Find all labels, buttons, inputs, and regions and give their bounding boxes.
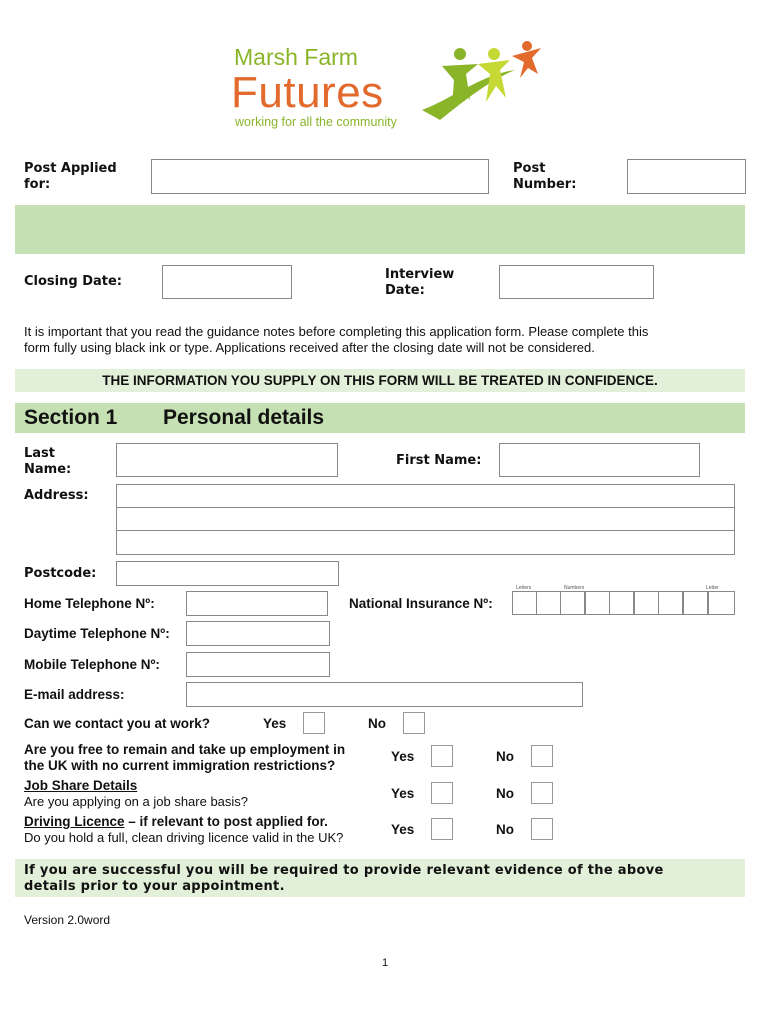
- ni-cell[interactable]: [683, 591, 708, 615]
- interview-date-label: Interview: [385, 267, 455, 282]
- logo-line-1: Marsh Farm: [234, 44, 358, 70]
- daytime-tel-input[interactable]: [186, 621, 330, 646]
- intro-line-2: form fully using black ink or type. Applications received after the closing date will not be considered.: [24, 340, 595, 355]
- postcode-input[interactable]: [116, 561, 339, 586]
- immigration-yes-checkbox[interactable]: [431, 745, 453, 767]
- immigration-yes-label: Yes: [391, 749, 415, 764]
- contact-work-no-label: No: [368, 716, 386, 731]
- job-share-yes-checkbox[interactable]: [431, 782, 453, 804]
- ni-label: National Insurance Nº:: [349, 596, 493, 611]
- ni-cell[interactable]: [658, 591, 683, 615]
- first-name-input[interactable]: [499, 443, 700, 477]
- contact-work-yes-label: Yes: [263, 716, 287, 731]
- evidence-notice-line-2: details prior to your appointment.: [24, 879, 285, 894]
- licence-yes-label: Yes: [391, 822, 415, 837]
- contact-work-yes-checkbox[interactable]: [303, 712, 325, 734]
- closing-date-label: Closing Date:: [24, 274, 123, 289]
- people-figures-icon: [420, 40, 545, 130]
- postcode-label: Postcode:: [24, 566, 97, 581]
- ni-cell[interactable]: [585, 591, 610, 615]
- ni-cell[interactable]: [609, 591, 634, 615]
- job-share-yes-label: Yes: [391, 786, 415, 801]
- ni-cell[interactable]: [560, 591, 585, 615]
- post-number-input[interactable]: [627, 159, 746, 194]
- version-text: Version 2.0word: [24, 913, 111, 927]
- licence-heading-underlined: Driving Licence: [24, 814, 125, 829]
- address-line-3[interactable]: [116, 530, 735, 555]
- logo-tagline: working for all the community: [235, 115, 397, 129]
- licence-yes-checkbox[interactable]: [431, 818, 453, 840]
- intro-line-1: It is important that you read the guidance notes before completing this application form. Please complete this: [24, 324, 649, 339]
- email-label: E-mail address:: [24, 687, 125, 702]
- email-input[interactable]: [186, 682, 583, 707]
- ni-letter-caption: Letter: [706, 585, 719, 591]
- interview-date-input[interactable]: [499, 265, 654, 299]
- home-tel-label: Home Telephone Nº:: [24, 596, 155, 611]
- closing-date-input[interactable]: [162, 265, 292, 299]
- ni-cell[interactable]: [708, 591, 735, 615]
- licence-heading-rest: – if relevant to post applied for.: [124, 814, 328, 829]
- home-tel-input[interactable]: [186, 591, 328, 616]
- page-number: 1: [381, 957, 389, 969]
- mobile-tel-label: Mobile Telephone Nº:: [24, 657, 160, 672]
- contact-work-question: Can we contact you at work?: [24, 716, 211, 731]
- address-label: Address:: [24, 488, 89, 503]
- post-applied-input[interactable]: [151, 159, 489, 194]
- daytime-tel-label: Daytime Telephone Nº:: [24, 626, 170, 641]
- green-band: [15, 205, 745, 254]
- confidence-notice: THE INFORMATION YOU SUPPLY ON THIS FORM WILL BE TREATED IN CONFIDENCE.: [102, 373, 658, 388]
- job-share-question: Are you applying on a job share basis?: [24, 794, 249, 809]
- immigration-no-checkbox[interactable]: [531, 745, 553, 767]
- immigration-question-2: the UK with no current immigration restrictions?: [24, 758, 336, 773]
- ni-letters-caption: Letters: [516, 585, 532, 591]
- last-name-label: Last: [24, 446, 56, 461]
- interview-date-label-2: Date:: [385, 283, 425, 298]
- section-header-band: [15, 403, 745, 433]
- licence-no-label: No: [496, 822, 514, 837]
- ni-numbers-caption: Numbers: [564, 585, 585, 591]
- last-name-label-2: Name:: [24, 462, 72, 477]
- licence-heading: [24, 814, 328, 830]
- section-number: Section 1: [24, 406, 118, 429]
- post-number-label: Post: [513, 161, 546, 176]
- job-share-no-checkbox[interactable]: [531, 782, 553, 804]
- first-name-label: First Name:: [396, 453, 482, 468]
- address-line-2[interactable]: [116, 507, 735, 531]
- evidence-notice-line-1: If you are successful you will be required to provide relevant evidence of the above: [24, 863, 664, 878]
- licence-no-checkbox[interactable]: [531, 818, 553, 840]
- address-line-1[interactable]: [116, 484, 735, 508]
- post-applied-label-2: for:: [24, 177, 51, 192]
- ni-cell[interactable]: [512, 591, 537, 615]
- immigration-question-1: Are you free to remain and take up employment in: [24, 742, 346, 757]
- contact-work-no-checkbox[interactable]: [403, 712, 425, 734]
- logo-line-2: Futures: [231, 68, 384, 117]
- post-number-label-2: Number:: [513, 177, 577, 192]
- section-title: Personal details: [163, 406, 325, 429]
- post-applied-label: Post Applied: [24, 161, 117, 176]
- last-name-input[interactable]: [116, 443, 338, 477]
- mobile-tel-input[interactable]: [186, 652, 330, 677]
- immigration-no-label: No: [496, 749, 514, 764]
- ni-cell[interactable]: [536, 591, 561, 615]
- job-share-no-label: No: [496, 786, 514, 801]
- licence-question: Do you hold a full, clean driving licence valid in the UK?: [24, 830, 344, 845]
- job-share-heading: Job Share Details: [24, 778, 138, 793]
- ni-cell[interactable]: [634, 591, 659, 615]
